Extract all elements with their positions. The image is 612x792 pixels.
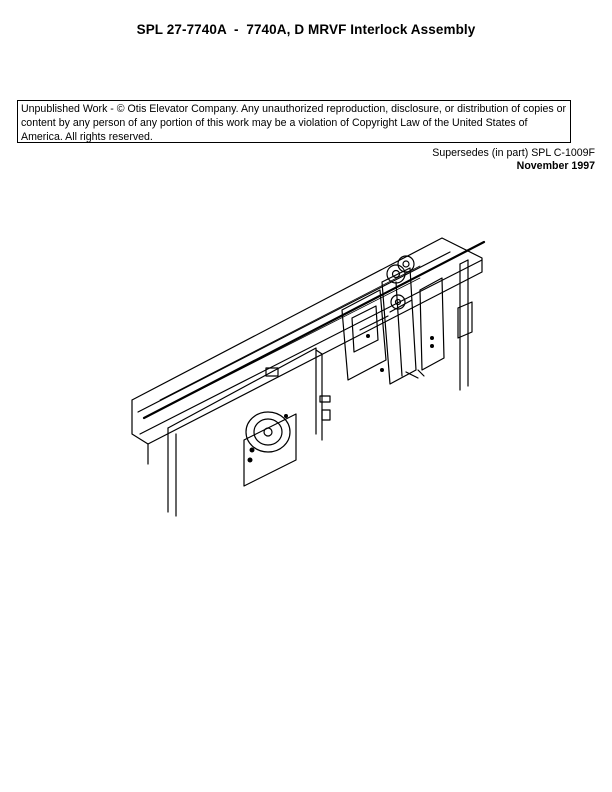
panel-clips (266, 368, 330, 420)
interlock-assembly-illustration (120, 220, 500, 520)
copyright-notice-text: Unpublished Work - © Otis Elevator Company. Any unauthorized reproduction, disclosure, or distribution of copies or content by any person of any portion of this work may be a violation of Copyright Law of the United States of America. All rights reserved. (21, 103, 567, 143)
door-header-track (132, 238, 484, 464)
document-date: November 1997 (516, 160, 595, 172)
hanger-roller (244, 412, 296, 486)
document-title: SPL 27-7740A - 7740A, D MRVF Interlock Assembly (136, 22, 476, 37)
copyright-notice-box (17, 100, 571, 143)
interlock-drawing (120, 220, 500, 520)
supersedes-note: Supersedes (in part) SPL C-1009F (432, 147, 595, 159)
door-hanger-panel (168, 348, 322, 516)
right-strut (458, 260, 472, 390)
interlock-mechanism (342, 256, 444, 384)
